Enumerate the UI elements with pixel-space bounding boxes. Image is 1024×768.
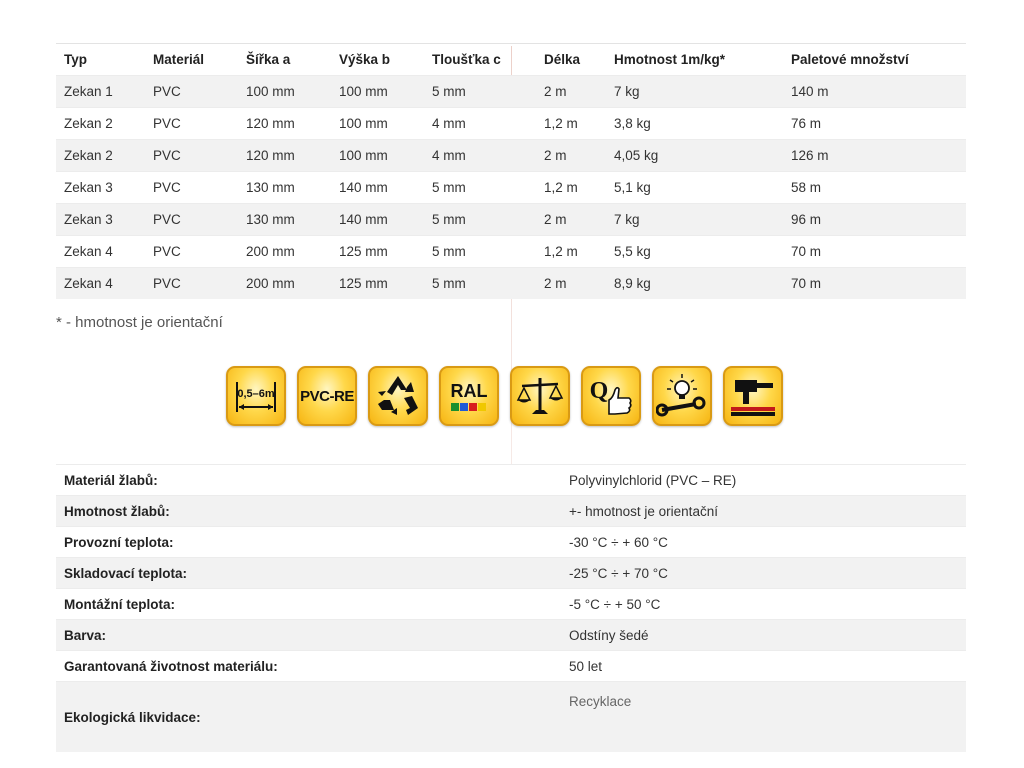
table-cell: PVC (145, 140, 238, 172)
table-cell: Zekan 3 (56, 204, 145, 236)
table-cell: PVC (145, 268, 238, 300)
table-cell: 70 m (783, 236, 966, 268)
header-thickness: Tloušťka c (424, 44, 536, 76)
table-cell: 100 mm (238, 76, 331, 108)
header-height: Výška b (331, 44, 424, 76)
table-cell: 200 mm (238, 236, 331, 268)
table-cell: 5,1 kg (606, 172, 783, 204)
table-cell: 58 m (783, 172, 966, 204)
property-row (56, 465, 966, 496)
table-cell: Zekan 2 (56, 108, 145, 140)
table-cell: Zekan 3 (56, 172, 145, 204)
table-cell: 100 mm (331, 108, 424, 140)
svg-text:Q: Q (589, 378, 609, 404)
table-cell: 1,2 m (536, 236, 606, 268)
table-cell: 70 m (783, 268, 966, 300)
table-cell: PVC (145, 236, 238, 268)
svg-text:RAL: RAL (450, 381, 488, 401)
table-cell: 100 mm (331, 76, 424, 108)
property-label: Hmotnost žlabů: (56, 496, 554, 527)
table-cell: 4 mm (424, 140, 536, 172)
property-value: 50 let (554, 651, 966, 682)
property-label: Skladovací teplota: (56, 558, 554, 589)
properties-table (56, 464, 966, 752)
property-row (56, 620, 966, 651)
table-row (56, 140, 966, 172)
property-value: Polyvinylchlorid (PVC – RE) (554, 465, 966, 496)
property-label: Garantovaná životnost materiálu: (56, 651, 554, 682)
table-cell: PVC (145, 172, 238, 204)
property-row (56, 527, 966, 558)
ral-icon (439, 366, 499, 426)
table-cell: 2 m (536, 76, 606, 108)
table-row (56, 236, 966, 268)
recycle-icon (368, 366, 428, 426)
table-cell: 126 m (783, 140, 966, 172)
table-cell: 130 mm (238, 204, 331, 236)
idea-wrench-icon (652, 366, 712, 426)
table-cell: PVC (145, 204, 238, 236)
header-material: Materiál (145, 44, 238, 76)
header-weight: Hmotnost 1m/kg* (606, 44, 783, 76)
spec-table-header (56, 44, 966, 76)
table-cell: PVC (145, 108, 238, 140)
table-cell: 120 mm (238, 140, 331, 172)
pvc-re-label: PVC-RE (300, 387, 354, 405)
property-value: -30 °C ÷ + 60 °C (554, 527, 966, 558)
header-width: Šířka a (238, 44, 331, 76)
property-label: Materiál žlabů: (56, 465, 554, 496)
header-length: Délka (536, 44, 606, 76)
table-cell: 125 mm (331, 268, 424, 300)
svg-text:0,5–6m: 0,5–6m (237, 388, 275, 400)
table-cell: 5 mm (424, 204, 536, 236)
table-cell: 76 m (783, 108, 966, 140)
table-cell: 130 mm (238, 172, 331, 204)
pvc-re-icon (297, 366, 357, 426)
table-row (56, 268, 966, 300)
property-value: Odstíny šedé (554, 620, 966, 651)
header-pallet-quantity: Paletové množství (783, 44, 966, 76)
table-cell: 2 m (536, 140, 606, 172)
table-row (56, 204, 966, 236)
table-cell: 5 mm (424, 76, 536, 108)
table-cell: 7 kg (606, 204, 783, 236)
table-cell: 125 mm (331, 236, 424, 268)
table-cell: 2 m (536, 204, 606, 236)
table-cell: Zekan 1 (56, 76, 145, 108)
property-label: Ekologická likvidace: (56, 682, 554, 753)
table-cell: 120 mm (238, 108, 331, 140)
quality-thumb-icon (581, 366, 641, 426)
scale-icon (510, 366, 570, 426)
table-cell: 8,9 kg (606, 268, 783, 300)
property-value: -25 °C ÷ + 70 °C (554, 558, 966, 589)
property-label: Barva: (56, 620, 554, 651)
property-label: Provozní teplota: (56, 527, 554, 558)
table-cell: PVC (145, 76, 238, 108)
spec-table (56, 43, 966, 299)
table-cell: 140 mm (331, 204, 424, 236)
property-row (56, 651, 966, 682)
header-type: Typ (56, 44, 145, 76)
table-cell: 5 mm (424, 236, 536, 268)
property-row (56, 496, 966, 527)
table-cell: 4,05 kg (606, 140, 783, 172)
table-cell: 7 kg (606, 76, 783, 108)
property-row (56, 558, 966, 589)
feature-icons (226, 366, 783, 428)
property-value: -5 °C ÷ + 50 °C (554, 589, 966, 620)
property-value: Recyklace (554, 682, 966, 753)
table-row (56, 172, 966, 204)
spec-table-container (56, 43, 966, 299)
hammer-icon (723, 366, 783, 426)
table-cell: 5,5 kg (606, 236, 783, 268)
table-cell: 100 mm (331, 140, 424, 172)
table-cell: Zekan 2 (56, 140, 145, 172)
table-cell: Zekan 4 (56, 268, 145, 300)
table-cell: 1,2 m (536, 172, 606, 204)
table-cell: Zekan 4 (56, 236, 145, 268)
table-cell: 200 mm (238, 268, 331, 300)
property-label: Montážní teplota: (56, 589, 554, 620)
table-cell: 140 m (783, 76, 966, 108)
property-value: +- hmotnost je orientační (554, 496, 966, 527)
table-cell: 3,8 kg (606, 108, 783, 140)
table-cell: 4 mm (424, 108, 536, 140)
table-cell: 1,2 m (536, 108, 606, 140)
property-row (56, 589, 966, 620)
table-cell: 96 m (783, 204, 966, 236)
property-row (56, 682, 966, 753)
length-icon (226, 366, 286, 426)
table-cell: 2 m (536, 268, 606, 300)
table-row (56, 108, 966, 140)
table-cell: 5 mm (424, 172, 536, 204)
weight-note: * - hmotnost je orientační (56, 314, 223, 331)
table-cell: 5 mm (424, 268, 536, 300)
table-cell: 140 mm (331, 172, 424, 204)
table-row (56, 76, 966, 108)
